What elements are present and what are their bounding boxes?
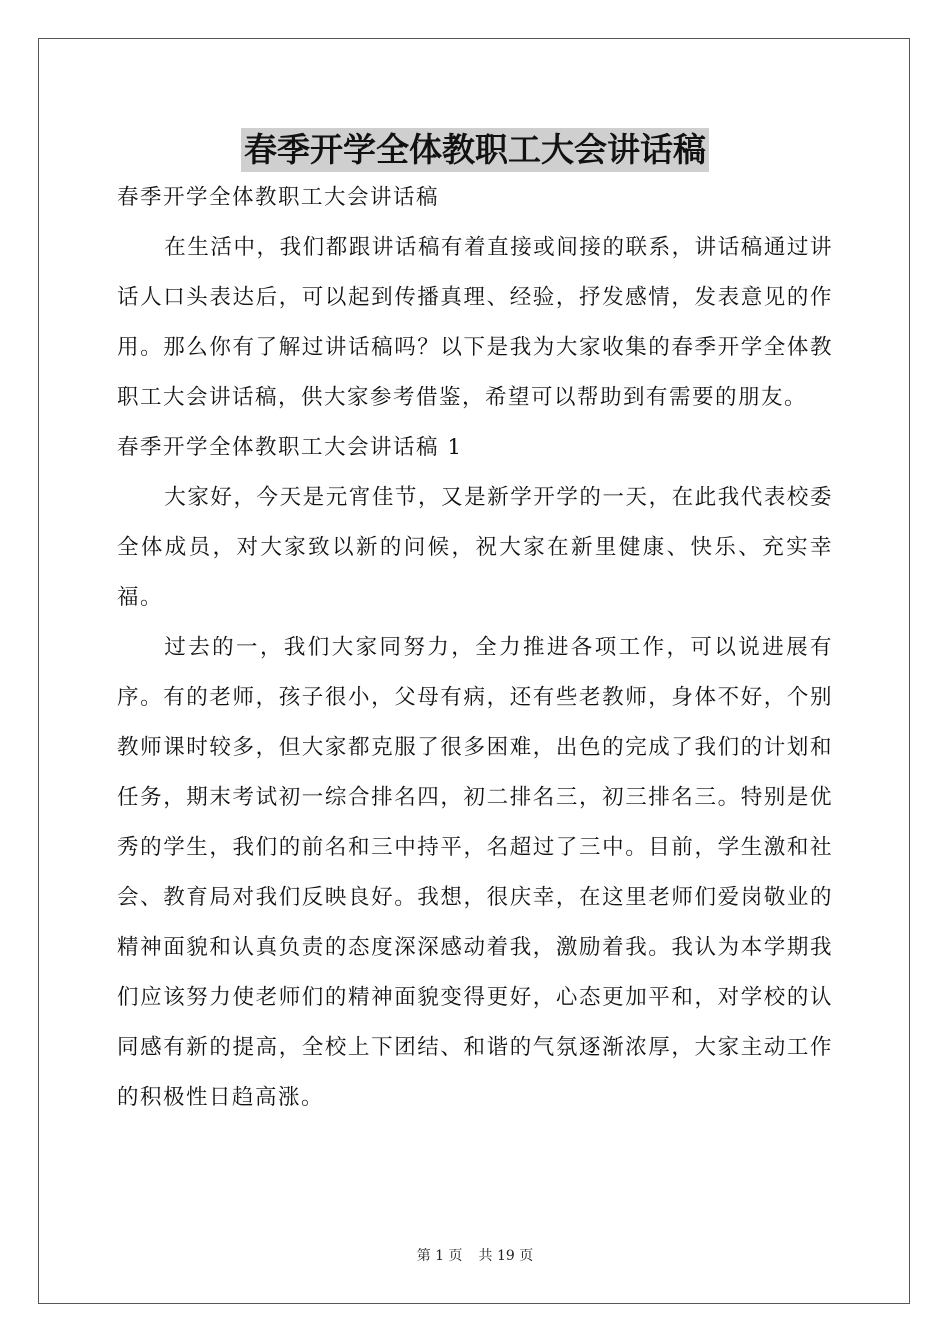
page-footer xyxy=(0,1246,950,1266)
body-paragraph: 大家好，今天是元宵佳节，又是新学开学的一天，在此我代表校委全体成员，对大家致以新的问候，祝大家在新里健康、快乐、充实幸福。 xyxy=(117,485,833,610)
body-paragraph: 过去的一，我们大家同努力，全力推进各项工作，可以说进展有序。有的老师，孩子很小，父母有病，还有些老教师，身体不好，个别教师课时较多，但大家都克服了很多困难，出色的完成了我们的计划和任务，期末考试初一综合排名四，初二排名三，初三排名三。特别是优秀的学生，我们的前名和三中持平，名超过了三中。目前，学生激和社会、教育局对我们反映良好。我想，很庆幸，在这里老师们爱岗敬业的精神面貌和认真负责的态度深深感动着我，激励着我。我认为本学期我们应该努力使老师们的精神面貌变得更好，心态更加平和，对学校的认同感有新的提高，全校上下团结、和谐的气氛逐渐浓厚，大家主动工作的积极性日趋高涨。 xyxy=(117,635,833,1110)
document-title-text: 春季开学全体教职工大会讲话稿 xyxy=(241,128,709,172)
subtitle-paragraph: 春季开学全体教职工大会讲话稿 xyxy=(117,185,440,210)
section-heading: 春季开学全体教职工大会讲话稿 1 xyxy=(117,435,463,460)
page-total: 共 19 页 xyxy=(478,1248,534,1264)
document-body xyxy=(117,173,833,1123)
intro-paragraph: 在生活中，我们都跟讲话稿有着直接或间接的联系，讲话稿通过讲话人口头表达后，可以起到传播真理、经验，抒发感情，发表意见的作用。那么你有了解过讲话稿吗？以下是我为大家收集的春季开学全体教职工大会讲话稿，供大家参考借鉴，希望可以帮助到有需要的朋友。 xyxy=(117,235,833,410)
page-number: 第 1 页 xyxy=(416,1248,463,1264)
document-title xyxy=(0,128,950,172)
